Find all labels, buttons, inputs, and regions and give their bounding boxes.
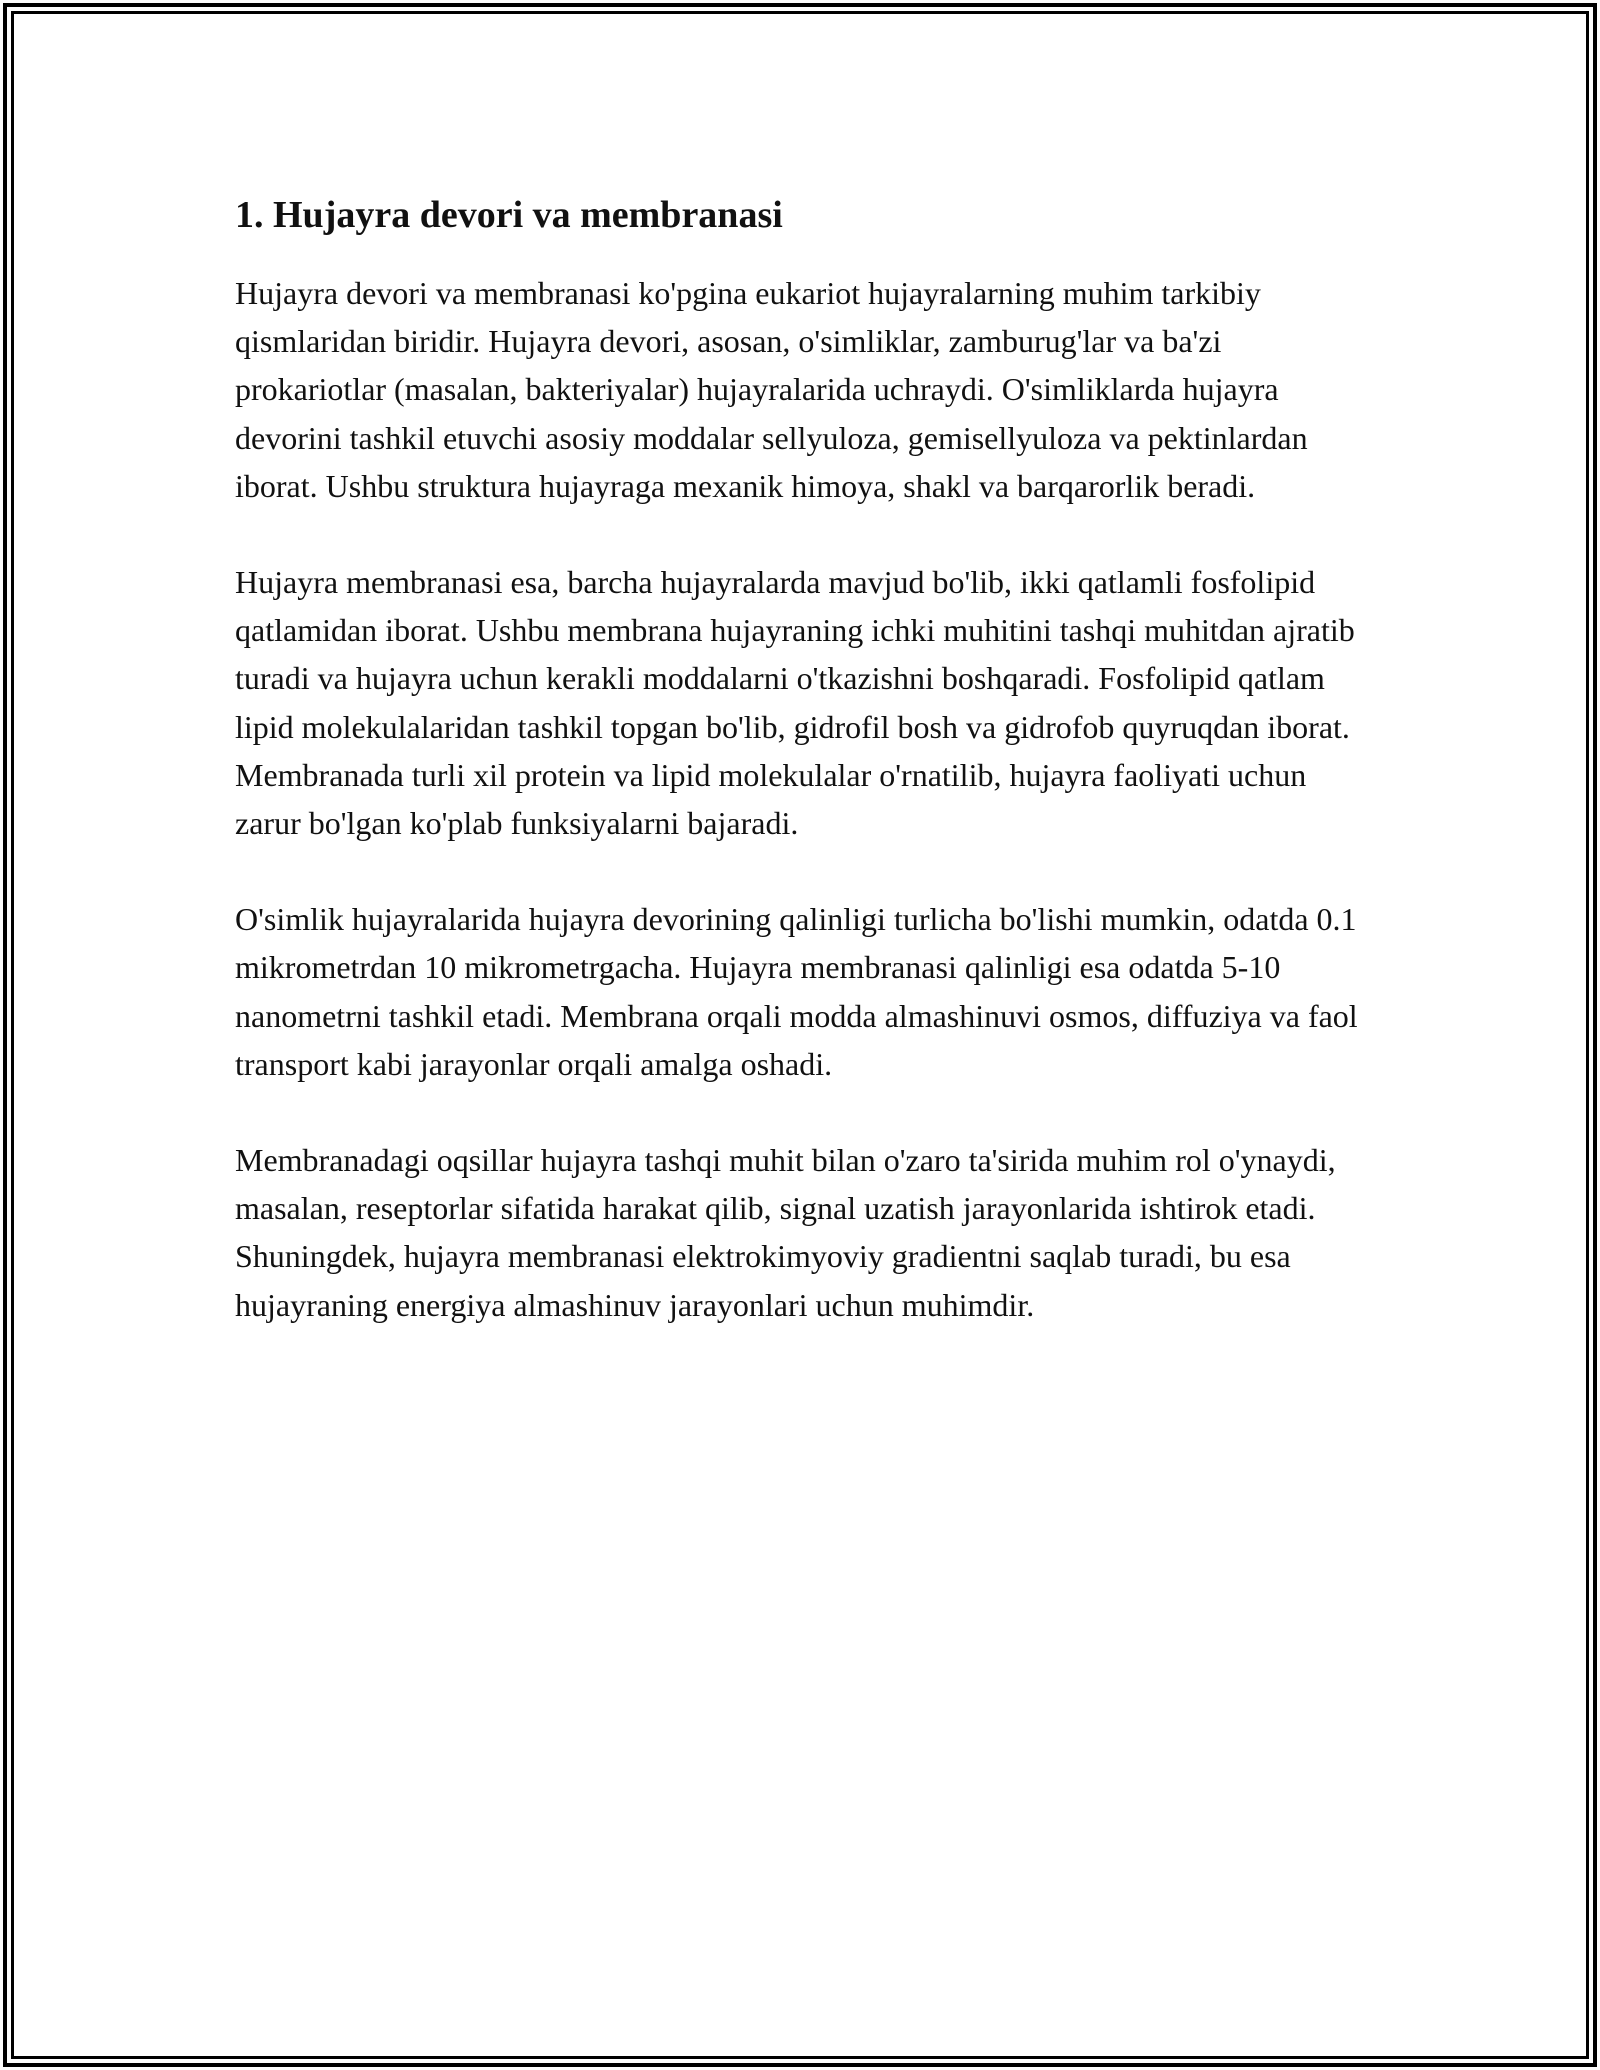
document-body	[235, 183, 1375, 1377]
paragraph-cell-membrane: Hujayra membranasi esa, barcha hujayralarda mavjud bo'lib, ikki qatlamli fosfolipid qatlamidan iborat. Ushbu membrana hujayraning ichki muhitini tashqi muhitdan ajratib turadi va hujayra uchun kerakli moddalarni o'tkazishni boshqaradi. Fosfolipid qatlam lipid molekulalaridan tashkil topgan bo'lib, gidrofil bosh va gidrofob quyruqdan iborat. Membranada turli xil protein va lipid molekulalar o'rnatilib, hujayra faoliyati uchun zarur bo'lgan ko'plab funksiyalarni bajaradi.	[235, 564, 1355, 842]
section-heading: 1. Hujayra devori va membranasi	[235, 194, 783, 236]
paragraph-thickness: O'simlik hujayralarida hujayra devorining qalinligi turlicha bo'lishi mumkin, odatda 0.1 mikrometrdan 10 mikrometrgacha. Hujayra membranasi qalinligi esa odatda 5-10 nanometrni tashkil etadi. Membrana orqali modda almashinuvi osmos, diffuziya va faol transport kabi jarayonlar orqali amalga oshadi.	[235, 901, 1358, 1082]
paragraph-membrane-proteins: Membranadagi oqsillar hujayra tashqi muhit bilan o'zaro ta'sirida muhim rol o'ynaydi, masalan, reseptorlar sifatida harakat qilib, signal uzatish jarayonlarida ishtirok etadi. Shuningdek, hujayra membranasi elektrokimyoviy gradientni saqlab turadi, bu esa hujayraning energiya almashinuv jarayonlari uchun muhimdir.	[235, 1142, 1336, 1323]
paragraph-cell-wall: Hujayra devori va membranasi ko'pgina eukariot hujayralarning muhim tarkibiy qismlaridan biridir. Hujayra devori, asosan, o'simliklar, zamburug'lar va ba'zi prokariotlar (masalan, bakteriyalar) hujayralarida uchraydi. O'simliklarda hujayra devorini tashkil etuvchi asosiy moddalar sellyuloza, gemisellyuloza va pektinlardan iborat. Ushbu struktura hujayraga mexanik himoya, shakl va barqarorlik beradi.	[235, 275, 1308, 504]
